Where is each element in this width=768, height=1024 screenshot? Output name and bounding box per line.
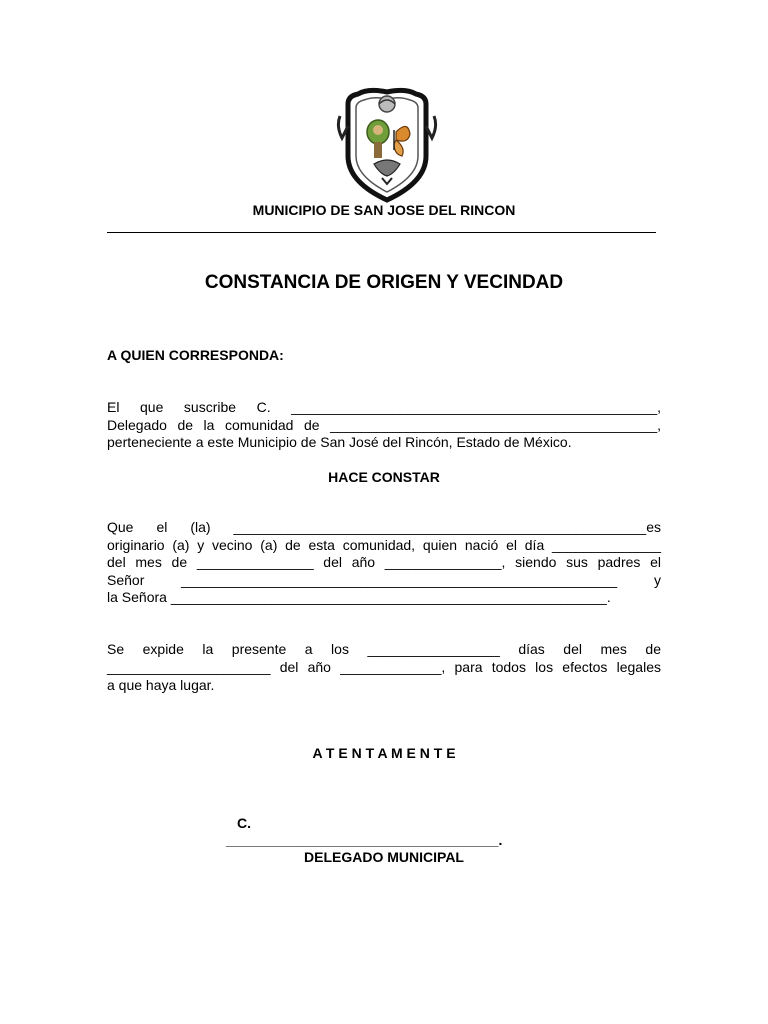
paragraph-2-line-2: originario (a) y vecino (a) de esta comunidad, quien nació el día ______________: [107, 537, 661, 553]
paragraph-2-line-4: Señor ________________________________________________________ y: [107, 572, 661, 588]
municipality-name: MUNICIPIO DE SAN JOSE DEL RINCON: [252, 202, 516, 218]
signature-prefix: C.: [237, 815, 251, 831]
paragraph-3-line-1: Se expide la presente a los _________________ días del mes de: [107, 641, 661, 657]
paragraph-2-line-1: Que el (la) _____________________________________________________es: [107, 519, 661, 535]
document-title: CONSTANCIA DE ORIGEN Y VECINDAD: [204, 272, 564, 293]
paragraph-2-line-5: la Señora ________________________________________________________.: [107, 589, 611, 605]
signature-title: DELEGADO MUNICIPAL: [304, 849, 464, 865]
paragraph-3-line-3: a que haya lugar.: [107, 677, 215, 693]
header-divider: [107, 232, 656, 233]
closing-atentamente: A T E N T A M E N T E: [312, 745, 456, 761]
salutation: A QUIEN CORRESPONDA:: [107, 347, 284, 363]
hace-constar-heading: HACE CONSTAR: [328, 469, 440, 485]
paragraph-1-line-1: El que suscribe C. _______________________________________________,: [107, 399, 661, 415]
paragraph-3-line-2: _____________________ del año _____________, para todos los efectos legales: [107, 659, 661, 675]
paragraph-1-line-3: perteneciente a este Municipio de San José del Rincón, Estado de México.: [107, 434, 572, 450]
paragraph-2-line-3: del mes de _______________ del año _______________, siendo sus padres el: [107, 554, 661, 570]
municipal-coat-of-arms: [334, 86, 440, 204]
signature-line: ___________________________________.: [226, 832, 503, 848]
paragraph-1-line-2: Delegado de la comunidad de __________________________________________,: [107, 416, 661, 433]
